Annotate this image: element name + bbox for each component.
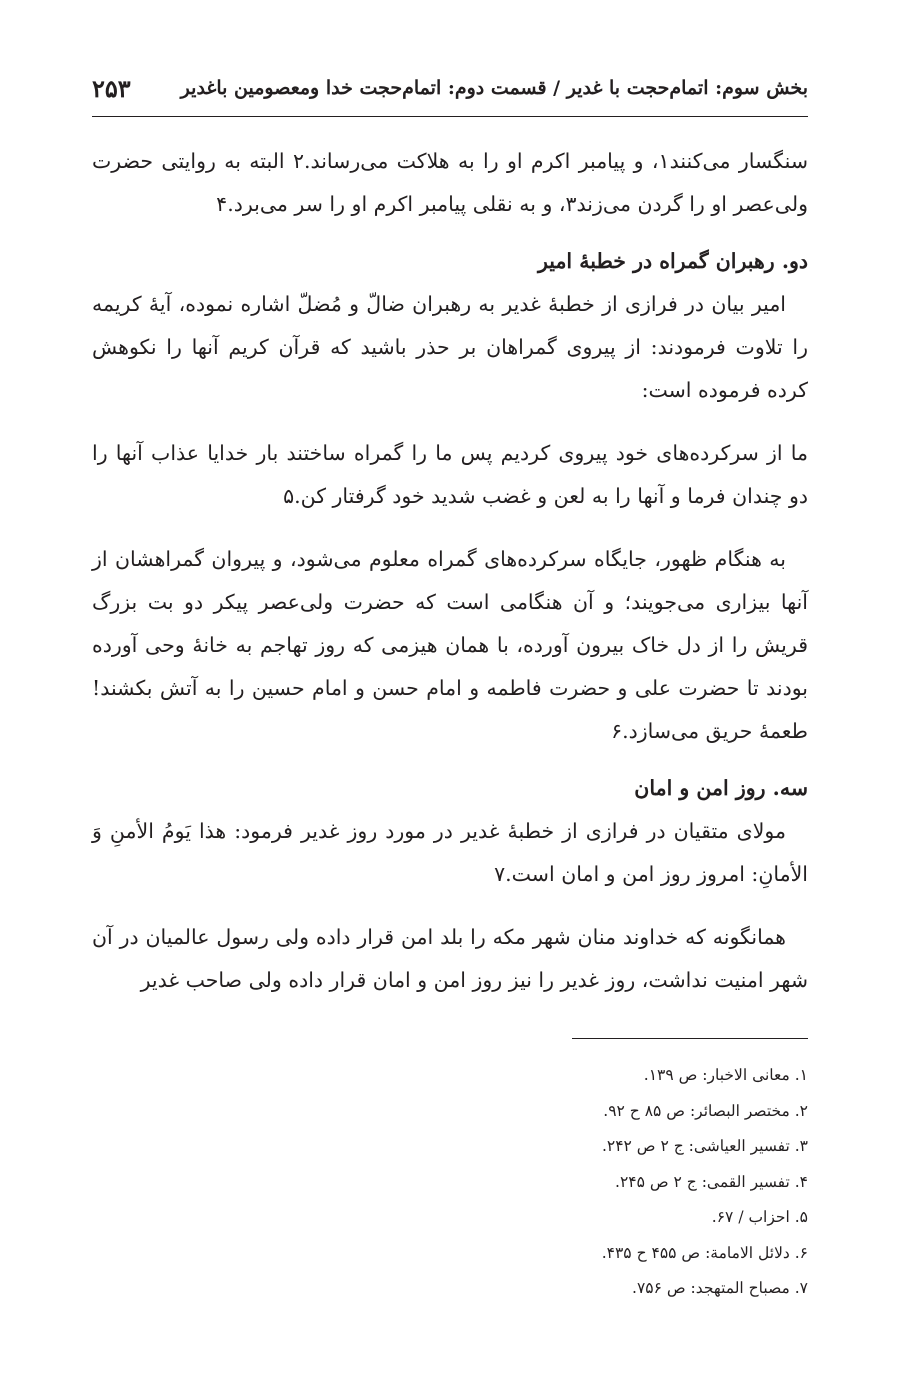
paragraph-4: مولای متقیان در فرازی از خطبهٔ غدیر در مورد روز غدیر فرمود: هذا یَومُ الأمنِ وَ الأمانِ: امروز روز امن و امان است.۷ — [92, 819, 808, 886]
section-heading-2: دو. رهبران گمراه در خطبهٔ امیر — [537, 249, 808, 273]
footnote-item: ۱. معانی الاخبار: ص ۱۳۹. — [643, 1066, 808, 1084]
paragraph-5: همانگونه که خداوند منان شهر مکه را بلد امن قرار داده ولی رسول عالمیان در آن شهر امنیت نداشت، روز غدیر را نیز روز امن و امان قرار داده ولی صاحب غدیر — [92, 925, 808, 992]
paragraph-1: سنگسار می‌کنند۱، و پیامبر اکرم او را به هلاکت می‌رساند.۲ البته به روایتی حضرت ولی‌عصر او را گردن می‌زند۳، و به نقلی پیامبر اکرم او را سر می‌برد.۴ — [92, 149, 808, 216]
paragraph-3: به هنگام ظهور، جایگاه سرکرده‌های گمراه معلوم می‌شود، و پیروان گمراهشان از آنها بیزاری می‌جویند؛ و آن هنگامی است که حضرت ولی‌عصر پیکر دو بت بزرگ قریش را از دل خاک بیرون آورده، با همان هیزمی که روز تهاجم به خانهٔ وحی آورده بودند تا حضرت علی و حضرت فاطمه و امام حسن و امام حسین را به آتش بکشند! طعمهٔ حریق می‌سازد.۶ — [92, 547, 808, 743]
footnote-item: ۶. دلائل الامامة: ص ۴۵۵ ح ۴۳۵. — [601, 1243, 808, 1262]
page-number: ۲۵۳ — [92, 73, 131, 103]
footnote-divider — [572, 1038, 808, 1039]
quote-paragraph: ما از سرکرده‌های خود پیروی کردیم پس ما را گمراه ساختند بار خدایا عذاب آنها را دو چندان فرما و آنها را به لعن و غضب شدید خود گرفتار کن.۵ — [92, 441, 808, 508]
running-header — [92, 70, 808, 106]
footnote-item: ۵. احزاب / ۶۷. — [711, 1208, 808, 1226]
footnotes — [92, 1058, 808, 1307]
footnote-item: ۳. تفسیر العیاشی: ج ۲ ص ۲۴۲. — [601, 1137, 808, 1155]
footnote-item: ۴. تفسیر القمی: ج ۲ ص ۲۴۵. — [615, 1172, 808, 1191]
header-title: بخش سوم: اتمام‌حجت با غدیر / قسمت دوم: اتمام‌حجت خدا ومعصومین باغدیر — [180, 77, 808, 99]
footnote-item: ۷. مصباح المتهجد: ص ۷۵۶. — [632, 1279, 808, 1297]
footnote-item: ۲. مختصر البصائر: ص ۸۵ ح ۹۲. — [603, 1101, 808, 1120]
paragraph-2: امیر بیان در فرازی از خطبهٔ غدیر به رهبران ضالّ و مُضلّ اشاره نموده، آیهٔ کریمه را تلاوت فرمودند: از پیروی گمراهان بر حذر باشید که قرآن کریم آنها را نکوهش کرده فرموده است: — [92, 292, 808, 402]
header-divider — [92, 116, 808, 117]
main-text — [92, 140, 808, 1002]
section-heading-3: سه. روز امن و امان — [634, 776, 808, 800]
